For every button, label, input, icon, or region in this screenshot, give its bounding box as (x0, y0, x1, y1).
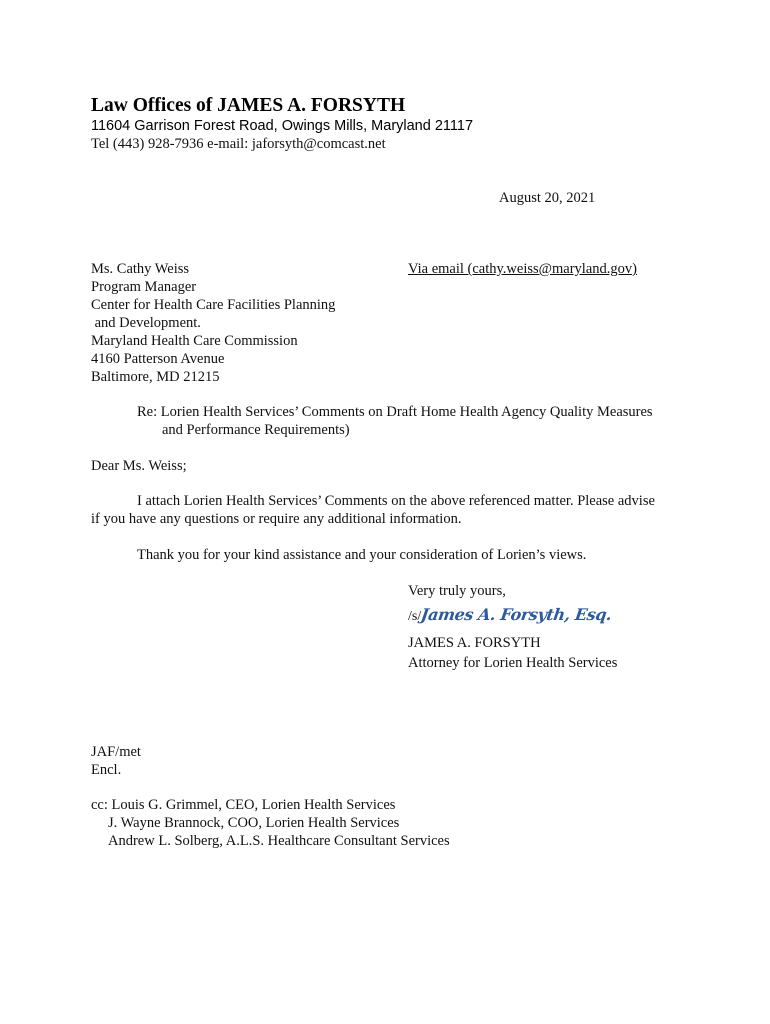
signature-prefix: /s/ (408, 609, 422, 624)
recipient-org-line1: Center for Health Care Facilities Planning (91, 297, 336, 313)
cc-line: J. Wayne Brannock, COO, Lorien Health Services (108, 815, 400, 831)
complimentary-close: Very truly yours, (408, 583, 506, 599)
salutation: Dear Ms. Weiss; (91, 458, 187, 474)
recipient-name: Ms. Cathy Weiss (91, 261, 190, 277)
cc-line: cc: Louis G. Grimmel, CEO, Lorien Health Services (91, 797, 396, 813)
signature (408, 603, 612, 629)
signature-script: James A. Forsyth, Esq. (419, 605, 614, 624)
recipient-city: Baltimore, MD 21215 (91, 369, 220, 385)
recipient-title: Program Manager (91, 279, 197, 295)
cc-line: Andrew L. Solberg, A.L.S. Healthcare Consultant Services (108, 833, 450, 849)
firm-contact: Tel (443) 928-7936 e-mail: jaforsyth@comcast.net (91, 136, 386, 152)
signer-title: Attorney for Lorien Health Services (408, 655, 618, 671)
firm-address: 11604 Garrison Forest Road, Owings Mills, Maryland 21117 (91, 118, 474, 134)
subject-line-2: and Performance Requirements) (162, 422, 350, 438)
subject-line-1: Re: Lorien Health Services’ Comments on Draft Home Health Agency Quality Measures (137, 404, 653, 420)
recipient-address-block (91, 260, 335, 386)
body-paragraph-1-line-2: if you have any questions or require any additional information. (91, 511, 462, 527)
recipient-street: 4160 Patterson Avenue (91, 351, 225, 367)
via-email-link[interactable]: Via email (cathy.weiss@maryland.gov) (408, 261, 637, 277)
letter-date: August 20, 2021 (499, 190, 596, 206)
firm-name: Law Offices of JAMES A. FORSYTH (91, 95, 406, 116)
typist-initials: JAF/met (91, 744, 141, 760)
enclosure-note: Encl. (91, 762, 122, 778)
body-paragraph-2: Thank you for your kind assistance and your consideration of Lorien’s views. (137, 547, 587, 563)
body-paragraph-1-line-1: I attach Lorien Health Services’ Comments on the above referenced matter. Please advise (137, 493, 655, 509)
signer-name: JAMES A. FORSYTH (408, 635, 541, 651)
recipient-org-line2: and Development. (91, 315, 201, 331)
recipient-agency: Maryland Health Care Commission (91, 333, 298, 349)
